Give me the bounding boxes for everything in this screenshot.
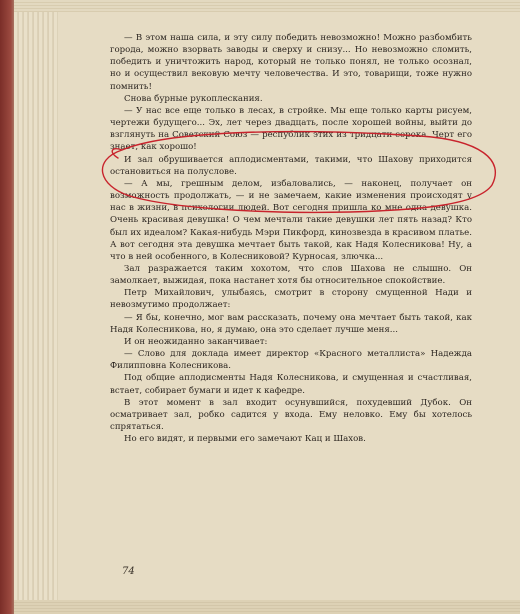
paragraph: — Слово для доклада имеет директор «Красного металлиста» Надежда Филипповна Колесникова. (110, 349, 472, 372)
paragraph: И он неожиданно заканчивает: (124, 336, 268, 347)
page-text (110, 32, 472, 445)
page-number: 74 (122, 566, 135, 577)
paragraph-annotated: — У нас все еще только в лесах, в стройке. Мы еще только карты рисуем, чертежи будущего... Эх, лет через двадцать, после хорошей войны, выйти до взглянуть на Советский Союз — республик этих из тридцати-сорока. Черт его знает, как хорошо! (110, 105, 472, 153)
page-edges-left (14, 0, 58, 614)
paragraph: Под общие аплодисменты Надя Колесникова, и смущенная и счастливая, встает, собирает бумаги и идет к кафедре. (110, 373, 472, 396)
paragraph: Зал разражается таким хохотом, что слов Шахова не слышно. Он замолкает, выжидая, пока настанет хотя бы относительное спокойствие. (110, 263, 472, 287)
paragraph: — В этом наша сила, и эту силу победить невозможно! Можно разбомбить города, можно взорвать заводы и сверху и снизу... Но невозможно сломить, победить и уничтожить народ, который не только понял, не только осознал, но и осуществил вековую мечту человечества. И это, товарищи, тоже нужно помнить! (110, 33, 472, 92)
paragraph: — А мы, грешным делом, избаловались, — наконец, получает он возможность продолжать, — и не замечаем, какие изменения происходят у нас в жизни, в психологии людей. Вот сегодня пришла ко мне одна девушка. Очень красивая девушка! О чем мечтали такие девушки лет пять назад? Кто был их идеалом? Какая-нибудь Мэри Пикфорд, кинозвезда в красивом платье. А вот сегодня эта девушка мечтает быть такой, как Надя Колесникова! Ну, а что в ней особенного, в Колесниковой? Курносая, злючка... (110, 178, 472, 262)
paragraph: Петр Михайлович, улыбаясь, смотрит в сторону смущенной Нади и невозмутимо продолжает: (110, 288, 472, 311)
page-edges-top (14, 0, 520, 12)
paragraph: В этот момент в зал входит осунувшийся, похудевший Дубок. Он осматривает зал, робко садится у входа. Ему неловко. Ему бы хотелось спрятаться. (110, 397, 472, 432)
paragraph: Снова бурные рукоплескания. (124, 93, 263, 104)
paragraph: И зал обрушивается аплодисментами, такими, что Шахову приходится остановиться на полуслове. (110, 154, 472, 177)
page-edges-bottom (14, 600, 520, 614)
paragraph: — Я бы, конечно, мог вам рассказать, почему она мечтает быть такой, как Надя Колесникова, но, я думаю, она это сделает лучше меня... (110, 312, 472, 335)
paragraph: Но его видят, и первыми его замечают Кац и Шахов. (124, 434, 366, 445)
